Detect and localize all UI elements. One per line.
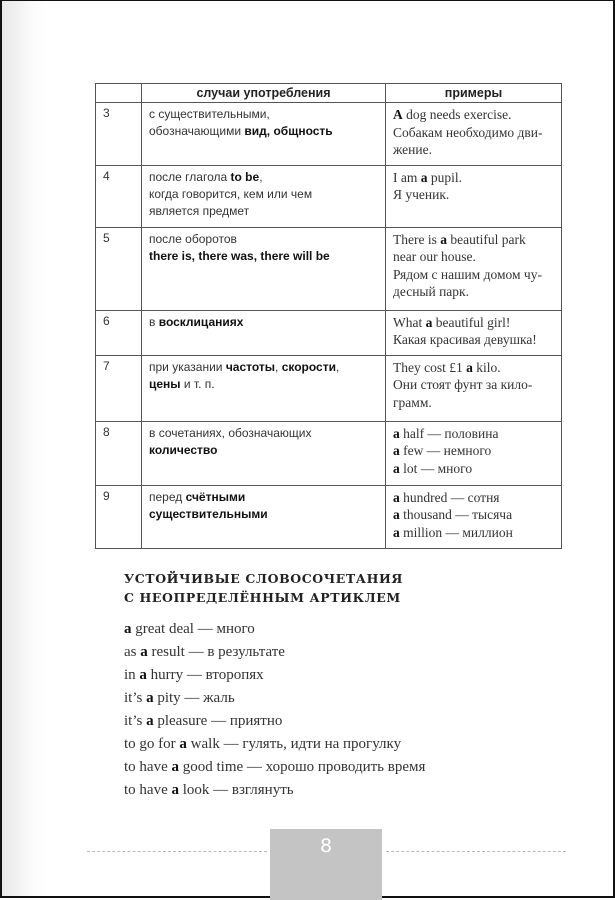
text-segment: ,: [275, 359, 282, 374]
example-cell: [386, 310, 562, 355]
row-number: 7: [96, 355, 142, 421]
usage-line: [149, 425, 379, 442]
usage-cell: [142, 421, 386, 485]
table-row: [96, 165, 562, 227]
text-segment: обозначающими: [149, 124, 245, 138]
text-segment: pity — жаль: [153, 690, 235, 706]
footer-divider: [87, 851, 267, 852]
article-text: a: [124, 621, 132, 637]
example-line: [393, 442, 555, 460]
table-row: [96, 103, 562, 166]
example-line: [393, 331, 555, 349]
table-row: [96, 310, 562, 355]
bold-text: частоты: [225, 359, 276, 374]
bold-text: a: [393, 489, 400, 505]
table-row: [96, 485, 562, 548]
bold-text: количество: [149, 442, 218, 457]
example-line: [393, 186, 555, 204]
example-line: [393, 283, 555, 301]
article-text: a: [146, 713, 154, 729]
bold-text: скорости: [281, 359, 336, 374]
example-line: [393, 506, 555, 524]
text-segment: thousand — тысяча: [399, 507, 513, 522]
text-segment: There is: [393, 231, 441, 247]
example-cell: [386, 227, 562, 310]
usage-line: [149, 376, 379, 393]
bold-text: a: [393, 460, 400, 476]
text-segment: near our house.: [393, 249, 476, 264]
table-body: [96, 103, 562, 549]
text-segment: result — в результате: [147, 644, 285, 660]
text-segment: hundred — сотня: [399, 489, 500, 505]
text-segment: грамм.: [393, 394, 432, 410]
text-segment: ,: [335, 359, 340, 374]
usage-line: [149, 248, 379, 265]
example-line: [393, 524, 555, 542]
text-segment: после глагола: [149, 169, 231, 184]
article-text: a: [171, 782, 179, 798]
phrase-item: [124, 619, 425, 642]
header-usage: случаи употребления: [142, 84, 386, 103]
bold-text: a: [393, 443, 400, 458]
example-line: [393, 394, 555, 412]
text-segment: look — взглянуть: [178, 782, 294, 798]
text-segment: Я ученик.: [393, 187, 450, 202]
text-segment: dog needs exercise.: [402, 107, 512, 122]
usage-cell: [142, 227, 386, 310]
table-header-row: [96, 84, 562, 103]
article-text: a: [139, 667, 147, 683]
text-segment: при указании: [149, 359, 226, 374]
article-usage-table: [95, 83, 562, 549]
bold-text: a: [393, 524, 400, 540]
text-segment: Собакам необходимо дви-: [393, 124, 543, 140]
usage-cell: [142, 103, 386, 166]
usage-line: [149, 123, 379, 140]
example-cell: [386, 485, 562, 548]
table-row: [96, 355, 562, 421]
text-segment: перед: [149, 489, 186, 504]
text-segment: Они стоят фунт за кило-: [393, 377, 533, 392]
usage-line: [149, 506, 379, 523]
text-segment: lot — много: [399, 460, 473, 476]
text-segment: и т. п.: [180, 376, 215, 391]
text-segment: Рядом с нашим домом чу-: [393, 266, 542, 282]
example-line: [393, 106, 555, 124]
text-segment: half — половина: [399, 425, 499, 441]
text-segment: когда говорится, кем или чем: [149, 186, 313, 201]
usage-line: [149, 359, 379, 376]
example-cell: [386, 103, 562, 166]
phrase-item: [124, 642, 425, 665]
text-segment: to go for: [124, 736, 180, 752]
row-number: 8: [96, 421, 142, 485]
text-segment: жение.: [393, 142, 432, 157]
row-number: 6: [96, 310, 142, 355]
text-segment: They cost £1: [393, 359, 467, 375]
table-row: [96, 227, 562, 310]
usage-line: [149, 442, 379, 459]
section-heading-line: С НЕОПРЕДЕЛЁННЫМ АРТИКЛЕМ: [124, 590, 401, 605]
text-segment: является предмет: [149, 203, 250, 218]
usage-line: [149, 186, 379, 203]
row-number: 3: [96, 103, 142, 166]
header-number: [96, 84, 142, 103]
bold-text: существительными: [149, 506, 268, 521]
text-segment: What: [393, 314, 426, 330]
text-segment: с существительными,: [149, 107, 270, 121]
text-segment: в сочетаниях, обозначающих: [149, 425, 312, 440]
phrase-item: [124, 757, 425, 780]
example-cell: [386, 421, 562, 485]
example-cell: [386, 355, 562, 421]
text-segment: walk — гулять, идти на прогулку: [186, 736, 402, 752]
example-line: [393, 248, 555, 266]
bold-text: цены: [149, 376, 181, 391]
example-line: [393, 489, 555, 507]
text-segment: great deal — много: [131, 621, 255, 637]
bold-text: a: [393, 425, 400, 441]
bold-text: there is, there was, there will be: [149, 248, 330, 263]
usage-line: [149, 231, 379, 248]
article-text: a: [140, 644, 148, 660]
bold-text: to be: [230, 169, 260, 184]
text-segment: ,: [259, 169, 263, 184]
example-line: [393, 314, 555, 332]
bold-text: счётными: [185, 489, 246, 504]
text-segment: few — немного: [399, 443, 492, 458]
bold-text: вид, общность: [244, 124, 333, 138]
text-segment: as: [124, 644, 141, 660]
text-segment: it’s: [124, 713, 147, 729]
header-examples: примеры: [386, 84, 562, 103]
page-number: 8: [270, 829, 382, 900]
text-segment: in: [124, 667, 140, 683]
phrase-item: [124, 780, 425, 803]
example-line: [393, 169, 555, 187]
text-segment: good time — хорошо проводить время: [178, 759, 426, 775]
text-segment: после оборотов: [149, 231, 237, 246]
article-text: a: [171, 759, 179, 775]
usage-line: [149, 489, 379, 506]
text-segment: to have: [124, 759, 172, 775]
article-text: a: [146, 690, 154, 706]
text-segment: hurry — второпях: [146, 667, 264, 683]
phrase-item: [124, 665, 425, 688]
bold-text: a: [466, 359, 473, 375]
text-segment: beautiful girl!: [432, 314, 511, 330]
text-segment: million — миллион: [399, 524, 513, 540]
bold-text: восклицаниях: [158, 314, 244, 329]
article-text: a: [179, 736, 187, 752]
text-segment: to have: [124, 782, 172, 798]
text-segment: beautiful park: [446, 231, 526, 247]
phrase-item: [124, 711, 425, 734]
usage-cell: [142, 485, 386, 548]
text-segment: pleasure — приятно: [153, 713, 283, 729]
row-number: 4: [96, 165, 142, 227]
usage-line: [149, 169, 379, 186]
row-number: 5: [96, 227, 142, 310]
bold-text: a: [425, 314, 433, 330]
text-segment: pupil.: [427, 169, 463, 185]
bold-text: a: [393, 507, 400, 522]
example-line: [393, 376, 555, 394]
footer-divider: [386, 851, 566, 852]
text-segment: Какая красивая девушка!: [393, 332, 537, 347]
usage-cell: [142, 310, 386, 355]
section-heading: [124, 569, 403, 607]
usage-line: [149, 106, 379, 123]
text-segment: десный парк.: [393, 284, 469, 299]
phrase-list: [124, 619, 425, 803]
example-line: [393, 460, 555, 478]
phrase-item: [124, 688, 425, 711]
row-number: 9: [96, 485, 142, 548]
bold-text: a: [420, 169, 428, 185]
example-line: [393, 266, 555, 284]
example-line: [393, 359, 555, 377]
example-line: [393, 124, 555, 142]
text-segment: I am: [393, 169, 421, 185]
usage-cell: [142, 355, 386, 421]
phrase-item: [124, 734, 425, 757]
bold-text: A: [393, 107, 403, 122]
section-heading-line: УСТОЙЧИВЫЕ СЛОВОСОЧЕТАНИЯ: [124, 571, 404, 586]
usage-line: [149, 203, 379, 220]
table-row: [96, 421, 562, 485]
text-segment: it’s: [124, 690, 147, 706]
usage-line: [149, 314, 379, 331]
example-cell: [386, 165, 562, 227]
usage-cell: [142, 165, 386, 227]
example-line: [393, 141, 555, 159]
example-line: [393, 425, 555, 443]
text-segment: в: [149, 314, 159, 329]
bold-text: a: [440, 231, 447, 247]
example-line: [393, 231, 555, 249]
text-segment: kilo.: [472, 359, 501, 375]
